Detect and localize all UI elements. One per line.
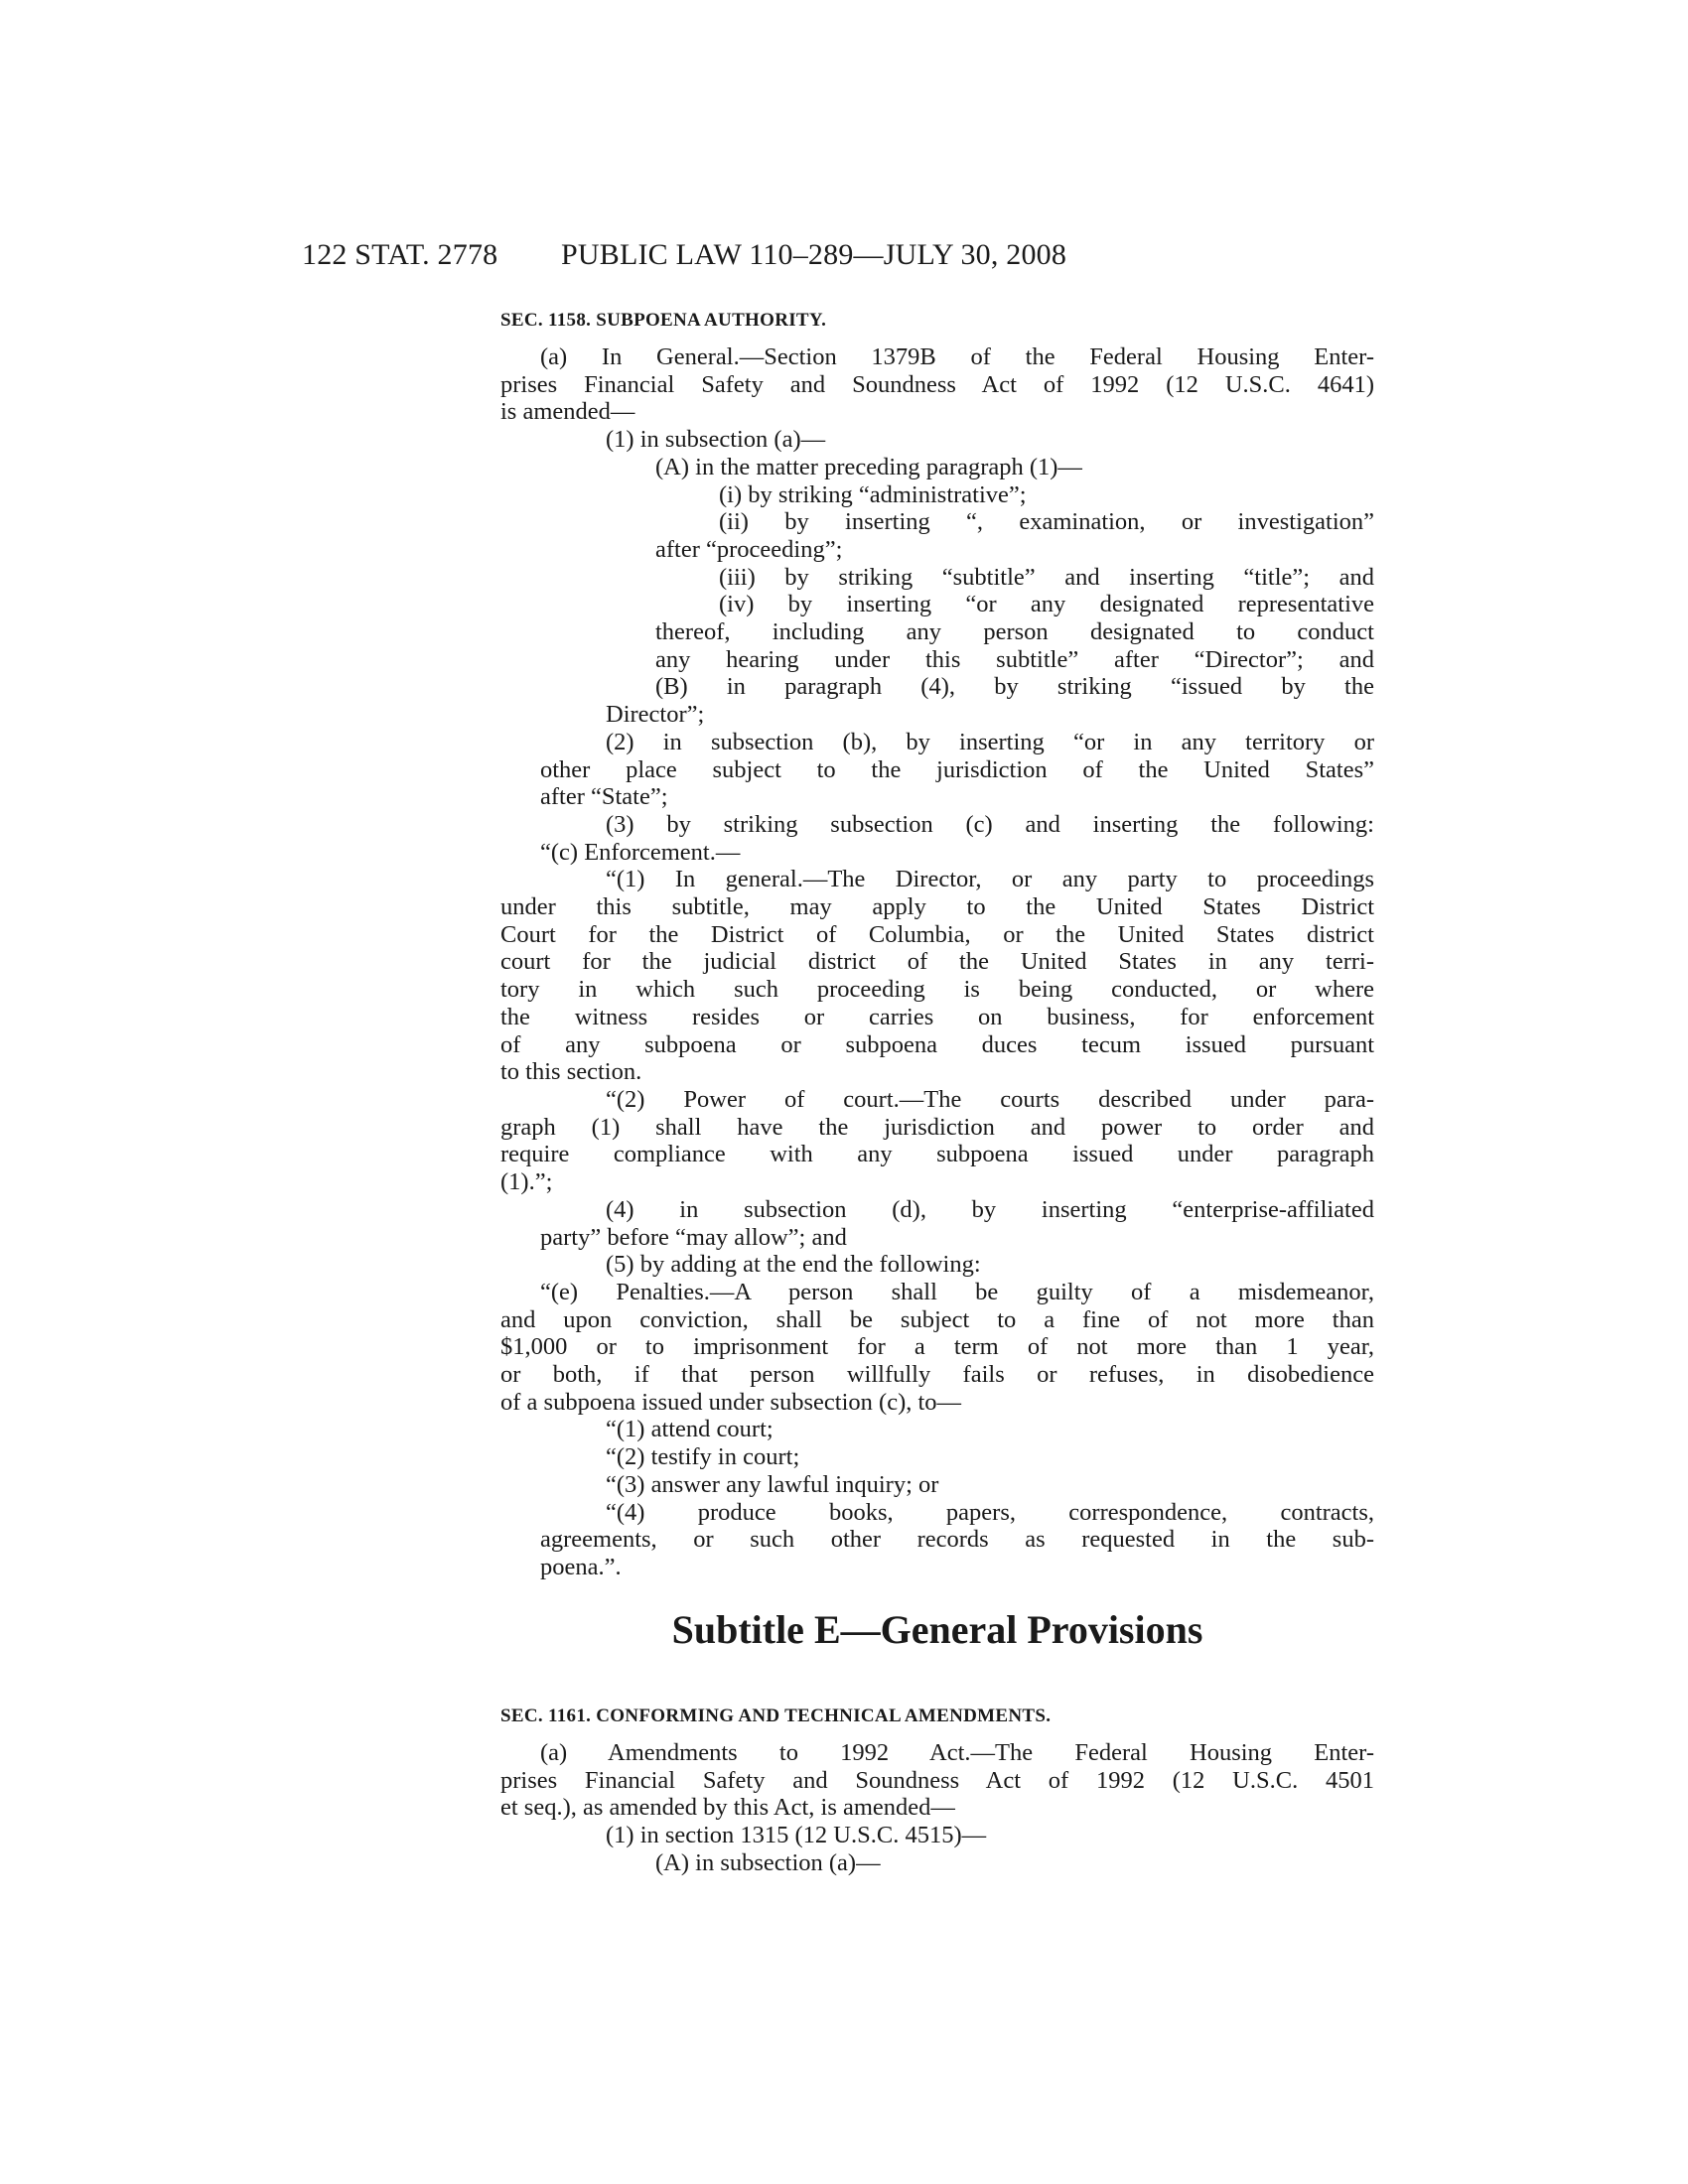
text-line: (4) in subsection (d), by inserting “enterprise-affiliated — [606, 1195, 1374, 1223]
text-line: (a) Amendments to 1992 Act.—The Federal Housing Enter- — [540, 1739, 1374, 1766]
text-line: is amended— — [500, 398, 635, 426]
text-line: thereof, including any person designated to conduct — [655, 618, 1374, 646]
text-line: (A) in the matter preceding paragraph (1)— — [655, 453, 1082, 480]
text-line: require compliance with any subpoena issued under paragraph — [500, 1141, 1374, 1168]
text-line: prises Financial Safety and Soundness Act of 1992 (12 U.S.C. 4501 — [500, 1766, 1374, 1794]
text-line: prises Financial Safety and Soundness Act of 1992 (12 U.S.C. 4641) — [500, 370, 1374, 398]
section-1158 — [500, 310, 1374, 1581]
section-1161-text — [500, 1739, 1374, 1877]
text-line: of a subpoena issued under subsection (c), to— — [500, 1388, 962, 1416]
page-header — [302, 238, 1066, 272]
text-line: $1,000 or to imprisonment for a term of not more than 1 year, — [500, 1333, 1374, 1361]
text-line: (2) in subsection (b), by inserting “or in any territory or — [606, 728, 1374, 755]
text-line: tory in which such proceeding is being conducted, or where — [500, 976, 1374, 1004]
text-line: “(2) testify in court; — [606, 1443, 800, 1471]
subtitle-heading: Subtitle E—General Provisions — [671, 1607, 1203, 1652]
section-heading-1158: SEC. 1158. SUBPOENA AUTHORITY. — [500, 310, 827, 331]
public-law-title: PUBLIC LAW 110–289—JULY 30, 2008 — [561, 238, 1067, 271]
text-line: of any subpoena or subpoena duces tecum issued pursuant — [500, 1030, 1374, 1058]
text-line: after “proceeding”; — [655, 535, 843, 563]
text-line: (A) in subsection (a)— — [655, 1848, 881, 1876]
text-line: (B) in paragraph (4), by striking “issued by the — [655, 673, 1374, 701]
text-line: (3) by striking subsection (c) and inserting the following: — [606, 810, 1374, 838]
text-line: to this section. — [500, 1058, 642, 1086]
text-line: or both, if that person willfully fails or refuses, in disobedience — [500, 1361, 1374, 1389]
text-line: Director”; — [606, 701, 705, 729]
text-line: “(4) produce books, papers, correspondence, contracts, — [606, 1498, 1374, 1526]
text-line: (1).”; — [500, 1168, 553, 1196]
text-line: et seq.), as amended by this Act, is amended— — [500, 1794, 955, 1822]
text-line: graph (1) shall have the jurisdiction and power to order and — [500, 1113, 1374, 1141]
text-line: and upon conviction, shall be subject to a fine of not more than — [500, 1305, 1374, 1333]
section-1158-text — [500, 343, 1374, 1581]
text-line: “(1) In general.—The Director, or any party to proceedings — [606, 866, 1374, 893]
text-line: Court for the District of Columbia, or the United States district — [500, 920, 1374, 948]
text-line: “(c) Enforcement.— — [540, 838, 741, 866]
text-line: (iv) by inserting “or any designated representative — [719, 591, 1374, 618]
text-line: “(1) attend court; — [606, 1416, 774, 1443]
text-line: agreements, or such other records as requested in the sub- — [540, 1526, 1374, 1554]
text-line: (ii) by inserting “, examination, or investigation” — [719, 508, 1374, 536]
text-line: any hearing under this subtitle” after “Director”; and — [655, 645, 1374, 673]
text-line: other place subject to the jurisdiction of the United States” — [540, 755, 1374, 783]
text-line: court for the judicial district of the United States in any terri- — [500, 948, 1374, 976]
text-line: (1) in section 1315 (12 U.S.C. 4515)— — [606, 1822, 987, 1849]
text-line: under this subtitle, may apply to the United States District — [500, 893, 1374, 921]
text-line: “(2) Power of court.—The courts described under para- — [606, 1085, 1374, 1113]
text-line: after “State”; — [540, 783, 668, 811]
text-line: (iii) by striking “subtitle” and inserting “title”; and — [719, 563, 1374, 591]
text-line: “(e) Penalties.—A person shall be guilty of a misdemeanor, — [540, 1278, 1374, 1305]
text-line: the witness resides or carries on business, for enforcement — [500, 1003, 1374, 1030]
text-line: party” before “may allow”; and — [540, 1223, 847, 1251]
section-1161 — [500, 1706, 1374, 1877]
statute-page-number: 122 STAT. 2778 — [302, 238, 498, 271]
text-line: (1) in subsection (a)— — [606, 426, 826, 454]
text-line: (5) by adding at the end the following: — [606, 1251, 981, 1279]
text-line: (i) by striking “administrative”; — [719, 480, 1027, 508]
text-line: “(3) answer any lawful inquiry; or — [606, 1470, 939, 1498]
section-heading-1161: SEC. 1161. CONFORMING AND TECHNICAL AMENDMENTS. — [500, 1706, 1052, 1726]
text-line: poena.”. — [540, 1553, 622, 1580]
text-line: (a) In General.—Section 1379B of the Federal Housing Enter- — [540, 343, 1374, 370]
